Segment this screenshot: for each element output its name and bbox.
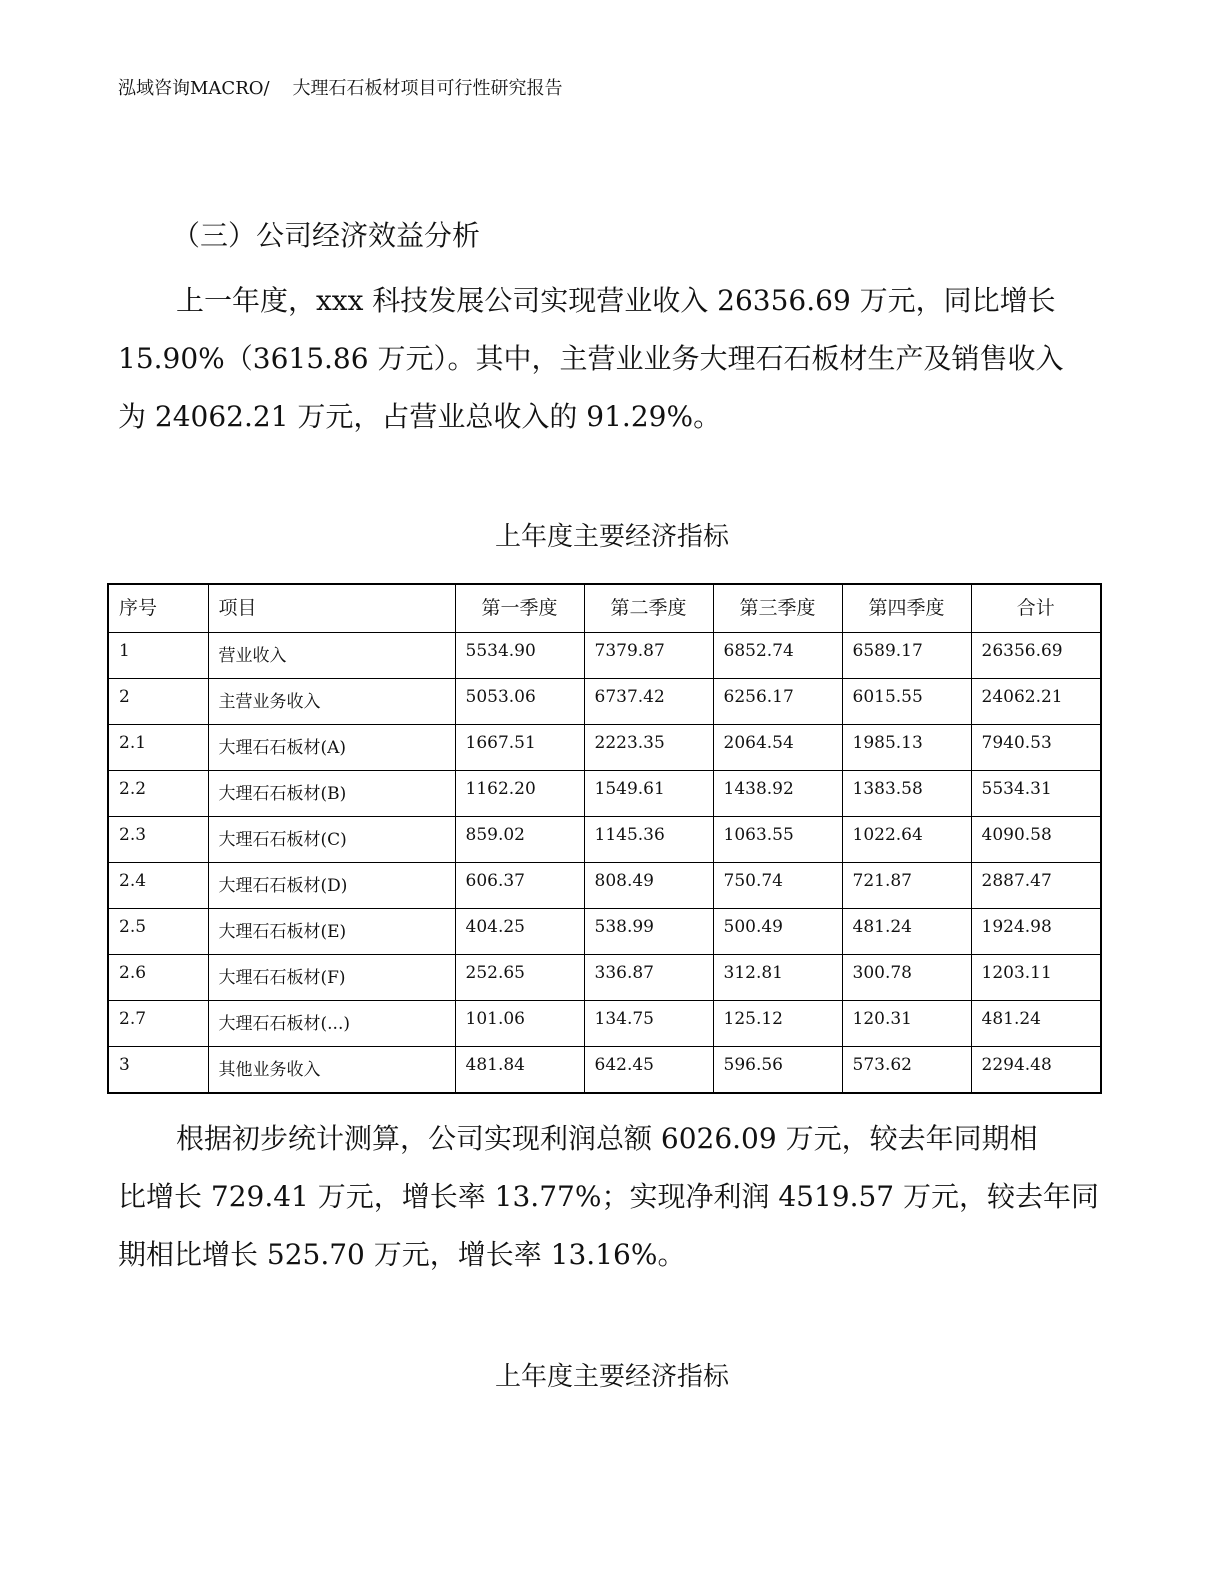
cell-q1: 252.65: [455, 955, 584, 1001]
cell-item: 营业收入: [208, 633, 455, 679]
cell-total: 481.24: [971, 1001, 1101, 1047]
cell-index: 2.1: [108, 725, 208, 771]
cell-item: 大理石石板材(A): [208, 725, 455, 771]
section-title: （三）公司经济效益分析: [172, 219, 481, 252]
cell-q4: 6589.17: [842, 633, 971, 679]
table-row: [108, 633, 1101, 679]
cell-q2: 336.87: [584, 955, 713, 1001]
cell-q2: 642.45: [584, 1047, 713, 1094]
cell-q4: 6015.55: [842, 679, 971, 725]
cell-item: 主营业务收入: [208, 679, 455, 725]
paragraph-line: 上一年度，xxx 科技发展公司实现营业收入 26356.69 万元，同比增长: [176, 284, 1056, 317]
cell-q3: 596.56: [713, 1047, 842, 1094]
cell-total: 1924.98: [971, 909, 1101, 955]
cell-q1: 1162.20: [455, 771, 584, 817]
paragraph-line: 15.90%（3615.86 万元）。其中，主营业业务大理石石板材生产及销售收入: [118, 342, 1064, 375]
table-header-row: [108, 584, 1101, 633]
cell-q3: 125.12: [713, 1001, 842, 1047]
cell-item: 大理石石板材(E): [208, 909, 455, 955]
cell-q2: 134.75: [584, 1001, 713, 1047]
cell-q1: 5534.90: [455, 633, 584, 679]
paragraph-line: 为 24062.21 万元，占营业总收入的 91.29%。: [118, 400, 722, 433]
cell-q2: 538.99: [584, 909, 713, 955]
table-row: [108, 1047, 1101, 1094]
cell-item: 大理石石板材(...): [208, 1001, 455, 1047]
cell-q4: 1022.64: [842, 817, 971, 863]
cell-total: 7940.53: [971, 725, 1101, 771]
table-title: 上年度主要经济指标: [494, 1362, 729, 1392]
header-index: 序号: [108, 584, 208, 633]
header-total: 合计: [971, 584, 1101, 633]
cell-q2: 1145.36: [584, 817, 713, 863]
cell-total: 2887.47: [971, 863, 1101, 909]
header-q3: 第三季度: [713, 584, 842, 633]
cell-q1: 404.25: [455, 909, 584, 955]
cell-q3: 1063.55: [713, 817, 842, 863]
cell-q4: 1985.13: [842, 725, 971, 771]
cell-q1: 859.02: [455, 817, 584, 863]
economic-indicators-table: [107, 583, 1102, 1094]
cell-item: 大理石石板材(B): [208, 771, 455, 817]
cell-total: 26356.69: [971, 633, 1101, 679]
cell-q4: 300.78: [842, 955, 971, 1001]
cell-q1: 101.06: [455, 1001, 584, 1047]
header-org: 泓域咨询MACRO/: [118, 78, 270, 99]
cell-q3: 312.81: [713, 955, 842, 1001]
table-row: [108, 1001, 1101, 1047]
cell-index: 3: [108, 1047, 208, 1094]
cell-q4: 1383.58: [842, 771, 971, 817]
cell-q1: 606.37: [455, 863, 584, 909]
paragraph-line: 比增长 729.41 万元，增长率 13.77%；实现净利润 4519.57 万元，较去年同: [118, 1180, 1100, 1213]
cell-index: 2.4: [108, 863, 208, 909]
cell-q3: 1438.92: [713, 771, 842, 817]
cell-item: 大理石石板材(D): [208, 863, 455, 909]
cell-total: 4090.58: [971, 817, 1101, 863]
table-row: [108, 679, 1101, 725]
cell-item: 大理石石板材(F): [208, 955, 455, 1001]
cell-q4: 120.31: [842, 1001, 971, 1047]
cell-item: 其他业务收入: [208, 1047, 455, 1094]
cell-q4: 721.87: [842, 863, 971, 909]
cell-index: 2.6: [108, 955, 208, 1001]
cell-q1: 481.84: [455, 1047, 584, 1094]
header-doc-title: 大理石石板材项目可行性研究报告: [292, 78, 563, 99]
paragraph-line: 期相比增长 525.70 万元，增长率 13.16%。: [118, 1238, 686, 1271]
cell-index: 2.2: [108, 771, 208, 817]
table-title: 上年度主要经济指标: [494, 522, 729, 552]
header-q4: 第四季度: [842, 584, 971, 633]
revenue-paragraph: [118, 272, 1108, 446]
cell-q3: 2064.54: [713, 725, 842, 771]
cell-index: 2.3: [108, 817, 208, 863]
cell-item: 大理石石板材(C): [208, 817, 455, 863]
header-q2: 第二季度: [584, 584, 713, 633]
table-row: [108, 955, 1101, 1001]
table-row: [108, 817, 1101, 863]
cell-index: 2.7: [108, 1001, 208, 1047]
paragraph-line: 根据初步统计测算，公司实现利润总额 6026.09 万元，较去年同期相: [176, 1122, 1038, 1155]
cell-index: 2.5: [108, 909, 208, 955]
cell-index: 1: [108, 633, 208, 679]
cell-total: 1203.11: [971, 955, 1101, 1001]
table-row: [108, 771, 1101, 817]
table-row: [108, 725, 1101, 771]
cell-total: 5534.31: [971, 771, 1101, 817]
header-item: 项目: [208, 584, 455, 633]
table-row: [108, 863, 1101, 909]
cell-q2: 808.49: [584, 863, 713, 909]
cell-q3: 6852.74: [713, 633, 842, 679]
page-header: [118, 74, 562, 100]
cell-total: 2294.48: [971, 1047, 1101, 1094]
cell-q3: 500.49: [713, 909, 842, 955]
cell-q1: 1667.51: [455, 725, 584, 771]
cell-q1: 5053.06: [455, 679, 584, 725]
cell-total: 24062.21: [971, 679, 1101, 725]
profit-paragraph: [118, 1110, 1108, 1284]
cell-q2: 1549.61: [584, 771, 713, 817]
cell-q2: 2223.35: [584, 725, 713, 771]
cell-q4: 481.24: [842, 909, 971, 955]
cell-q2: 6737.42: [584, 679, 713, 725]
cell-q4: 573.62: [842, 1047, 971, 1094]
cell-index: 2: [108, 679, 208, 725]
cell-q3: 6256.17: [713, 679, 842, 725]
table-row: [108, 909, 1101, 955]
header-q1: 第一季度: [455, 584, 584, 633]
cell-q3: 750.74: [713, 863, 842, 909]
cell-q2: 7379.87: [584, 633, 713, 679]
